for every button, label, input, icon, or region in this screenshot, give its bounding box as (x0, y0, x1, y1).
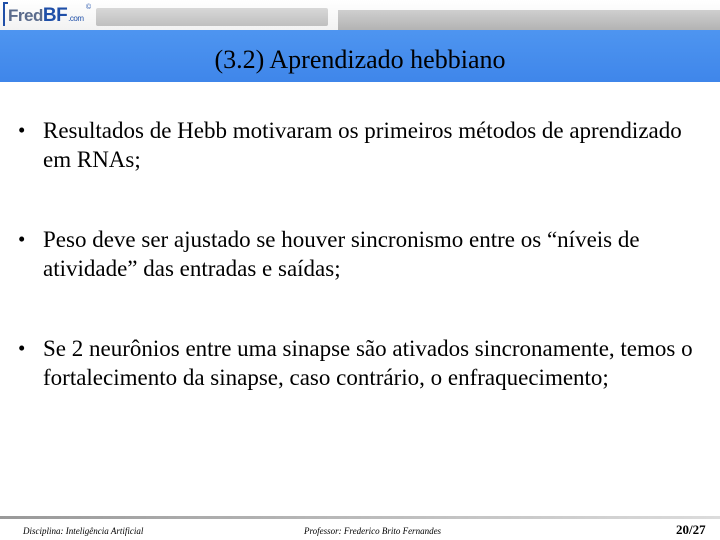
bullet-marker: • (18, 118, 26, 142)
logo-text-bf: BF (42, 5, 68, 26)
header-bar-right (338, 10, 720, 30)
fredbf-logo (8, 4, 92, 28)
copyright-mark: © (86, 4, 91, 11)
header-bar-middle (96, 8, 328, 26)
page-number: 20/27 (676, 522, 706, 537)
header-strip (0, 0, 720, 30)
footer (0, 519, 720, 540)
bullet-marker: • (18, 227, 26, 251)
logo-text-com: .com (68, 14, 84, 23)
bullet-item (18, 116, 698, 174)
bullet-text: Se 2 neurônios entre uma sinapse são ativados sincronamente, temos o fortalecimento da sinapse, caso contrário, o enfraquecimento; (43, 336, 693, 390)
footer-discipline: Disciplina: Inteligência Artificial (23, 526, 144, 536)
bullet-text: Peso deve ser ajustado se houver sincronismo entre os “níveis de atividade” das entradas e saídas; (43, 227, 640, 281)
bullet-list (18, 116, 698, 443)
logo-text-fred: Fred (8, 6, 43, 25)
title-band (0, 30, 720, 82)
slide-title: (3.2) Aprendizado hebbiano (214, 45, 506, 74)
bullet-text: Resultados de Hebb motivaram os primeiros métodos de aprendizado em RNAs; (43, 118, 682, 172)
bullet-item (18, 225, 698, 283)
bullet-item (18, 334, 698, 392)
bullet-marker: • (18, 336, 26, 360)
footer-professor: Professor: Frederico Brito Fernandes (304, 526, 442, 536)
